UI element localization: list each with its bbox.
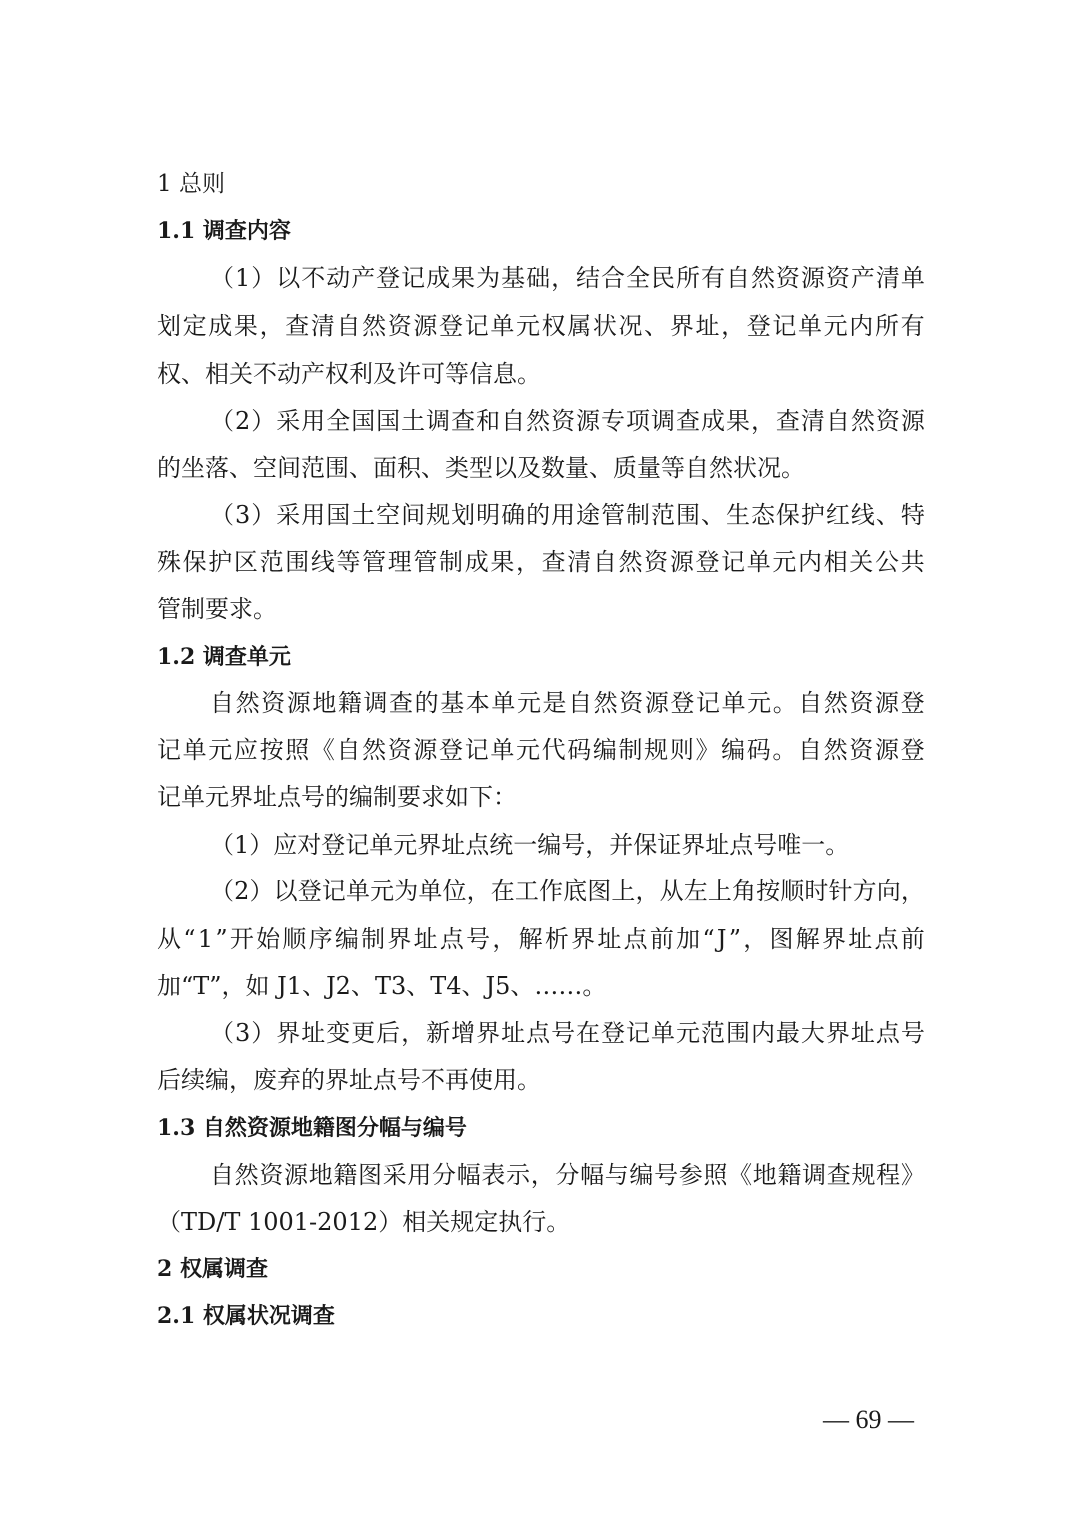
paragraph-line: 管制要求。 — [157, 595, 277, 623]
paragraph-line: 加“T”，如 J1、J2、T3、T4、J5、……。 — [157, 972, 607, 1000]
paragraph-line: 殊 保 护 区 范 围 线 等 管 理 管 制 成 果 ， 查 清 自 然 资 源 登 记 单 元 内 相 关 公 共 — [157, 548, 925, 576]
subsection-heading: 2 权属调查 — [157, 1256, 268, 1282]
page-number: — 69 — — [823, 1405, 914, 1434]
subsection-heading: 1.2 调查单元 — [157, 644, 291, 670]
paragraph-line: 从 “ 1 ” 开 始 顺 序 编 制 界 址 点 号 ， 解 析 界 址 点 前 加 “ J ” ， 图 解 界 址 点 前 — [157, 925, 925, 953]
paragraph-line: 自 然 资 源 地 籍 图 采 用 分 幅 表 示 ， 分 幅 与 编 号 参 照 《 地 籍 调 查 规 程 》 — [210, 1161, 925, 1189]
paragraph-line: 记 单 元 应 按 照 《 自 然 资 源 登 记 单 元 代 码 编 制 规 则 》 编 码 。 自 然 资 源 登 — [157, 736, 925, 764]
paragraph-line: 记单元界址点号的编制要求如下： — [157, 783, 517, 811]
paragraph-line: （ 1 ） 以 不 动 产 登 记 成 果 为 基 础 ， 结 合 全 民 所 有 自 然 资 源 资 产 清 单 — [210, 264, 925, 292]
paragraph-line: 的坐落、空间范围、面积、类型以及数量、质量等自然状况。 — [157, 454, 805, 482]
paragraph-line: 划 定 成 果 ， 查 清 自 然 资 源 登 记 单 元 权 属 状 况 、 界 址 ， 登 记 单 元 内 所 有 — [157, 312, 925, 340]
paragraph-line: （ 2 ） 以 登 记 单 元 为 单 位 ， 在 工 作 底 图 上 ， 从 左 上 角 按 顺 时 针 方 向 ， — [210, 877, 925, 905]
paragraph-line: 权、相关不动产权利及许可等信息。 — [157, 360, 541, 388]
section-heading: 1 总则 — [157, 171, 225, 197]
paragraph-line: （ 3 ） 界 址 变 更 后 ， 新 增 界 址 点 号 在 登 记 单 元 范 围 内 最 大 界 址 点 号 — [210, 1019, 925, 1047]
subsection-heading: 2.1 权属状况调查 — [157, 1303, 335, 1329]
paragraph-line: （ 2 ） 采 用 全 国 国 土 调 查 和 自 然 资 源 专 项 调 查 成 果 ， 查 清 自 然 资 源 — [210, 407, 925, 435]
paragraph-line: （ 3 ） 采 用 国 土 空 间 规 划 明 确 的 用 途 管 制 范 围 、 生 态 保 护 红 线 、 特 — [210, 501, 925, 529]
paragraph-line: （1）应对登记单元界址点统一编号，并保证界址点号唯一。 — [210, 831, 850, 859]
paragraph-line: （TD/T 1001-2012）相关规定执行。 — [157, 1208, 571, 1236]
paragraph-line: 后续编，废弃的界址点号不再使用。 — [157, 1066, 541, 1094]
subsection-heading: 1.3 自然资源地籍图分幅与编号 — [157, 1115, 467, 1141]
subsection-heading: 1.1 调查内容 — [157, 218, 291, 244]
paragraph-line: 自 然 资 源 地 籍 调 查 的 基 本 单 元 是 自 然 资 源 登 记 单 元 。 自 然 资 源 登 — [210, 689, 925, 717]
